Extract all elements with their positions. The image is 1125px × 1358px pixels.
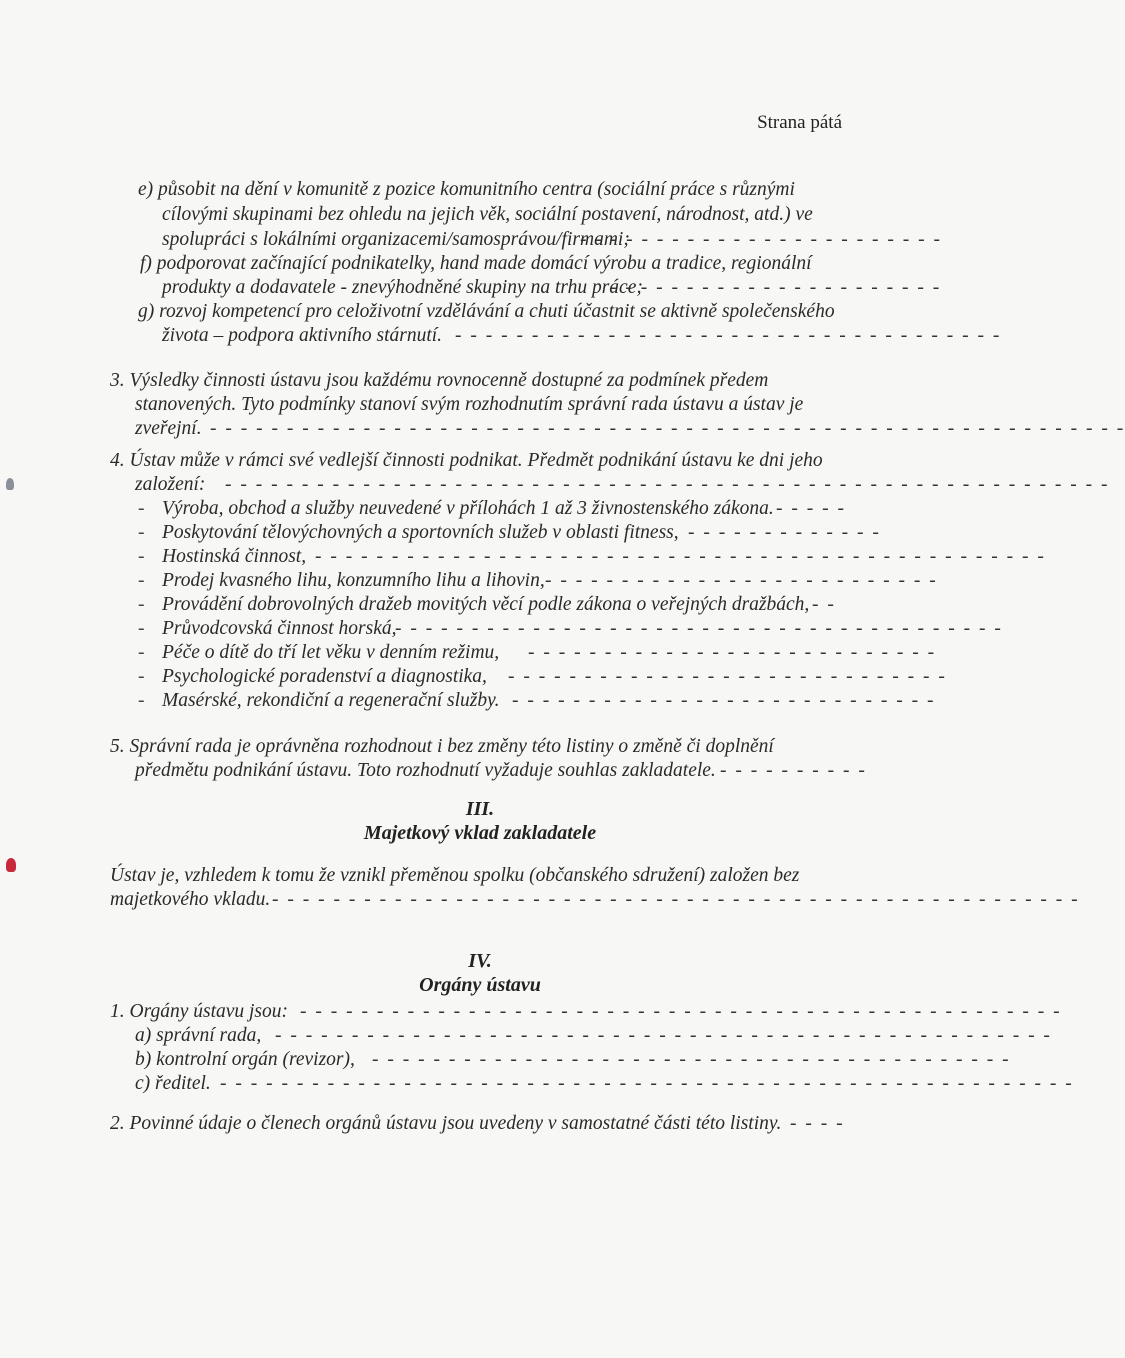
page-label: Strana pátá: [757, 112, 842, 133]
list-item: - Hostinská činnost, - - - - - - - - - - - - - - - - - - - - - - - - - - - - - - - - - - - - - - - - - - - - - - - -: [138, 546, 1046, 567]
filler-dashes: - - - - - - - - - - - - - - - - - - - - - - - - - - - - - - - - - - - - - - - - - - - - - - - - - - - - - - - -: [220, 1073, 1074, 1094]
point3-line3: zveřejní. - - - - - - - - - - - - - - - - - - - - - - - - - - - - - - - - - - - - - - - - - - - - - - - - - - - - - - - - - - - -: [135, 418, 1125, 439]
filler-dashes: - - - - - - - - - - - - - - - - - - - - - - - - - - - - - - - - - - - - - - - - - - - - - - - -: [315, 546, 1046, 567]
section4-p2: 2. Povinné údaje o členech orgánů ústavu jsou uvedeny v samostatné části této listiny. - - - -: [110, 1113, 845, 1134]
filler-dashes: - - - - - - - - - - - - - - - - - - - - - - - - - -: [545, 570, 938, 591]
filler-dashes: - - - - - - - - - -: [720, 760, 867, 781]
section-title: Orgány ústavu: [419, 974, 541, 996]
filler-dashes: - - - - - - - - - - - - - - - - - - - - - - - - - - - -: [512, 690, 936, 711]
filler-dashes: - - - - - - - - - - - - - - - - - - - - - - - -: [580, 229, 942, 250]
item-e-line2: cílovými skupinami bez ohledu na jejich věk, sociální postavení, národnost, atd.) ve: [162, 204, 813, 225]
section-title: Majetkový vklad zakladatele: [363, 822, 597, 844]
section3-line2: majetkového vkladu. - - - - - - - - - - - - - - - - - - - - - - - - - - - - - - - - - - - - - - - - - - - - - - - - - - - - -: [110, 889, 1080, 910]
point4-line2: založení: - - - - - - - - - - - - - - - - - - - - - - - - - - - - - - - - - - - - - - - - - - - - - - - - - - - - - - - - - -: [135, 474, 1110, 495]
list-item: - Průvodcovská činnost horská, - - - - - - - - - - - - - - - - - - - - - - - - - - - - - - - - - - - - - - - -: [138, 618, 1003, 639]
list-item: - Výroba, obchod a služby neuvedené v přílohách 1 až 3 živnostenského zákona. - - - - -: [138, 498, 846, 519]
filler-dashes: - - - - - - - - - - - - - - - - - - - - - - - - - - - - - - - - - - - - - - - - - - - - - - - - - - - - - - - - - - - -: [210, 418, 1125, 439]
section3-line1: Ústav je, vzhledem k tomu že vznikl přeměnou spolku (občanského sdružení) založen bez: [110, 865, 800, 886]
filler-dashes: - - - - - - - - - - - - - - - - - - - - - - - - - - - - - - - - - - - - - - - - - -: [372, 1049, 1011, 1070]
section4-c: c) ředitel. - - - - - - - - - - - - - - - - - - - - - - - - - - - - - - - - - - - - - - - - - - - - - - - - - - - - - - - -: [135, 1073, 1074, 1094]
item-f-line2: produkty a dodavatele - znevýhodněné skupiny na trhu práce; - - - - - - - - - - - - - - - - - - - - - -: [162, 277, 942, 298]
filler-dashes: - - - - - - - - - - - - - - - - - - - - - -: [610, 277, 942, 298]
filler-dashes: - -: [812, 594, 836, 615]
list-item: - Provádění dobrovolných dražeb movitých věcí podle zákona o veřejných dražbách, - -: [0, 593, 960, 617]
list-item: - Péče o dítě do tří let věku v denním režimu, - - - - - - - - - - - - - - - - - - - - - - - - - - -: [138, 642, 937, 663]
point3-line2: stanovených. Tyto podmínky stanoví svým rozhodnutím správní rada ústavu a ústav je: [135, 394, 804, 415]
filler-dashes: - - - - - - - - - - - - - - - - - - - - - - - - - - - - - - - - - - - - - - - - - - - - - - - - - - -: [275, 1025, 1052, 1046]
filler-dashes: - - - - -: [776, 498, 846, 519]
point4-line1: 4. Ústav může v rámci své vedlejší činnosti podnikat. Předmět podnikání ústavu ke dni jeho: [110, 450, 823, 471]
filler-dashes: - - - - - - - - - - - - -: [688, 522, 881, 543]
item-g-line1: g) rozvoj kompetencí pro celoživotní vzdělávání a chuti účastnit se aktivně společenského: [138, 301, 835, 322]
list-item: - Poskytování tělovýchovných a sportovních služeb v oblasti fitness, - - - - - - - - - - - - -: [138, 522, 881, 543]
item-g-line2: života – podpora aktivního stárnutí. - - - - - - - - - - - - - - - - - - - - - - - - - - - - - - - - - - - -: [162, 325, 1002, 346]
filler-dashes: - - - - - - - - - - - - - - - - - - - - - - - - - - - - - - - - - - - - - - - - - - - - - - - - - -: [300, 1001, 1062, 1022]
item-f-line1: f) podporovat začínající podnikatelky, hand made domácí výrobu a tradice, regionální: [140, 253, 812, 274]
point5-line1: 5. Správní rada je oprávněna rozhodnout i bez změny této listiny o změně či doplnění: [110, 736, 774, 757]
point5-line2: předmětu podnikání ústavu. Toto rozhodnutí vyžaduje souhlas zakladatele. - - - - - - - - - -: [135, 760, 867, 781]
filler-dashes: - - - - - - - - - - - - - - - - - - - - - - - - - - - - - - - - - - - - - - - - - - - - - - - - - - - - -: [272, 889, 1080, 910]
point3-line1: 3. Výsledky činnosti ústavu jsou každému rovnocenně dostupné za podmínek předem: [110, 370, 769, 391]
filler-dashes: - - - - - - - - - - - - - - - - - - - - - - - - - - - - - - - - - - - -: [455, 325, 1002, 346]
section-number: IV.: [468, 950, 492, 972]
section4-a: a) správní rada, - - - - - - - - - - - - - - - - - - - - - - - - - - - - - - - - - - - - - - - - - - - - - - - - - - -: [135, 1025, 1052, 1046]
list-item: - Masérské, rekondiční a regenerační služby. - - - - - - - - - - - - - - - - - - - - - - - - - - - -: [138, 690, 936, 711]
item-e-line1: e) působit na dění v komunitě z pozice komunitního centra (sociální práce s různými: [138, 179, 795, 200]
filler-dashes: - - - - - - - - - - - - - - - - - - - - - - - - - - - - - - - - - - - - - - - - - - - - - - - - - - - - - - - - - -: [225, 474, 1110, 495]
filler-dashes: - - - - - - - - - - - - - - - - - - - - - - - - - - -: [528, 642, 937, 663]
section4-b: b) kontrolní orgán (revizor), - - - - - - - - - - - - - - - - - - - - - - - - - - - - - - - - - - - - - - - - - -: [135, 1049, 1011, 1070]
item-e-line3: spolupráci s lokálními organizacemi/samosprávou/firmami; - - - - - - - - - - - - - - - - - - - - - - - -: [162, 229, 942, 250]
section-number: III.: [465, 798, 495, 820]
list-item: - Prodej kvasného lihu, konzumního lihu a lihovin, - - - - - - - - - - - - - - - - - - - - - - - - - -: [138, 570, 938, 591]
list-item: - Psychologické poradenství a diagnostika, - - - - - - - - - - - - - - - - - - - - - - - - - - - - -: [138, 666, 947, 687]
section4-p1: 1. Orgány ústavu jsou: - - - - - - - - - - - - - - - - - - - - - - - - - - - - - - - - - - - - - - - - - - - - - - - - - -: [110, 1001, 1062, 1022]
filler-dashes: - - - -: [790, 1113, 845, 1134]
filler-dashes: - - - - - - - - - - - - - - - - - - - - - - - - - - - - -: [508, 666, 947, 687]
filler-dashes: - - - - - - - - - - - - - - - - - - - - - - - - - - - - - - - - - - - - - - - -: [395, 618, 1003, 639]
